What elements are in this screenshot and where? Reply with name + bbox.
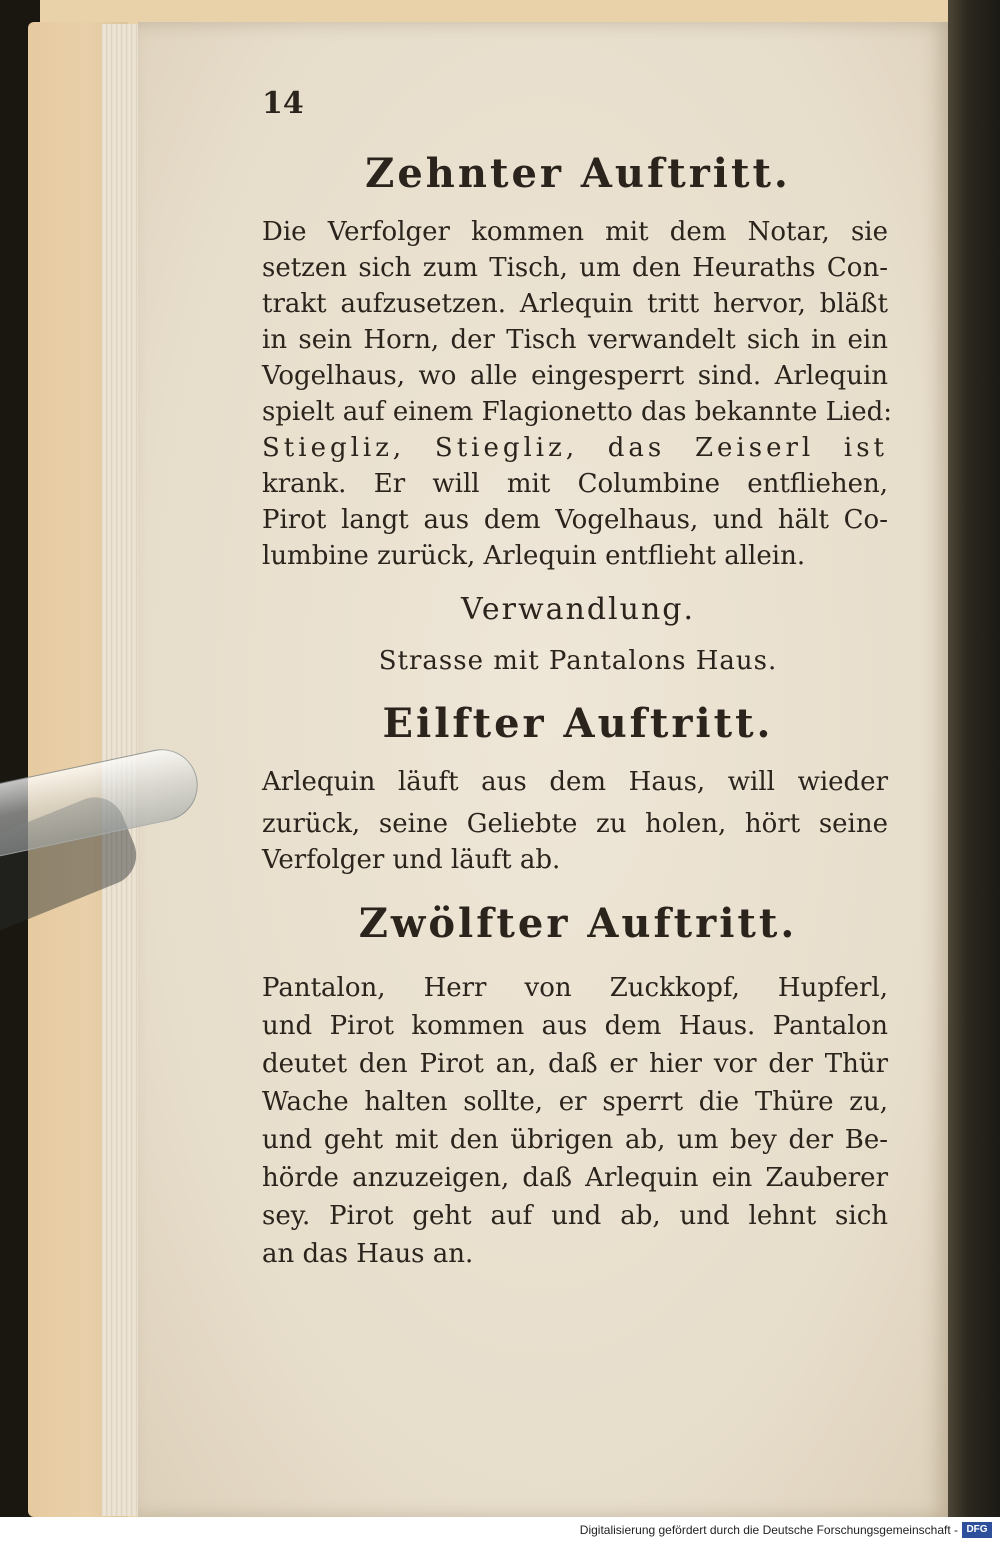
text-line: in sein Horn, der Tisch verwandelt sich in ein [262,325,888,355]
text-line: Vogelhaus, wo alle eingesperrt sind. Arlequin [262,361,888,391]
text-line: hörde anzuzeigen, daß Arlequin ein Zauberer [262,1163,888,1193]
transformation-heading: Verwandlung. [460,592,696,627]
text-line: und geht mit den übrigen ab, um bey der Be- [262,1125,888,1155]
scene-setting: Strasse mit Pantalons Haus. [378,646,778,676]
text-line: zurück, seine Geliebte zu holen, hört seine [262,809,888,839]
text-line: Pirot langt aus dem Vogelhaus, und hält Co- [262,505,888,535]
text-line: lumbine zurück, Arlequin entflieht allein. [262,541,806,571]
scene-heading-10: Zehnter Auftritt. [365,150,791,197]
page-number: 14 [262,86,304,121]
text-line: setzen sich zum Tisch, um den Heuraths Con- [262,253,888,283]
text-line: Die Verfolger kommen mit dem Notar, sie [262,217,888,247]
text-line: an das Haus an. [262,1239,474,1269]
text-line: krank. Er will mit Columbine entfliehen, [262,469,888,499]
text-line: Stiegliz, Stiegliz, das Zeiserl ist [262,433,888,463]
text-line: Verfolger und läuft ab. [262,845,561,875]
text-line: Wache halten sollte, er sperrt die Thüre zu, [262,1087,888,1117]
text-line: spielt auf einem Flagionetto das bekannte Lied: [262,397,893,427]
text-line: Arlequin läuft aus dem Haus, will wieder [262,767,888,797]
text-line: und Pirot kommen aus dem Haus. Pantalon [262,1011,888,1041]
scene-heading-11: Eilfter Auftritt. [382,700,774,747]
scanner-board-right [948,0,1000,1543]
text-line: trakt aufzusetzen. Arlequin tritt hervor, bläßt [262,289,888,319]
text-line: sey. Pirot geht auf und ab, und lehnt sich [262,1201,888,1231]
text-line: Pantalon, Herr von Zuckkopf, Hupferl, [262,973,888,1003]
dfg-logo: DFG [962,1522,992,1538]
text-line: deutet den Pirot an, daß er hier vor der Thür [262,1049,888,1079]
scene-heading-12: Zwölfter Auftritt. [358,900,798,947]
funding-credit: Digitalisierung gefördert durch die Deutsche Forschungsgemeinschaft - [579,1523,958,1537]
